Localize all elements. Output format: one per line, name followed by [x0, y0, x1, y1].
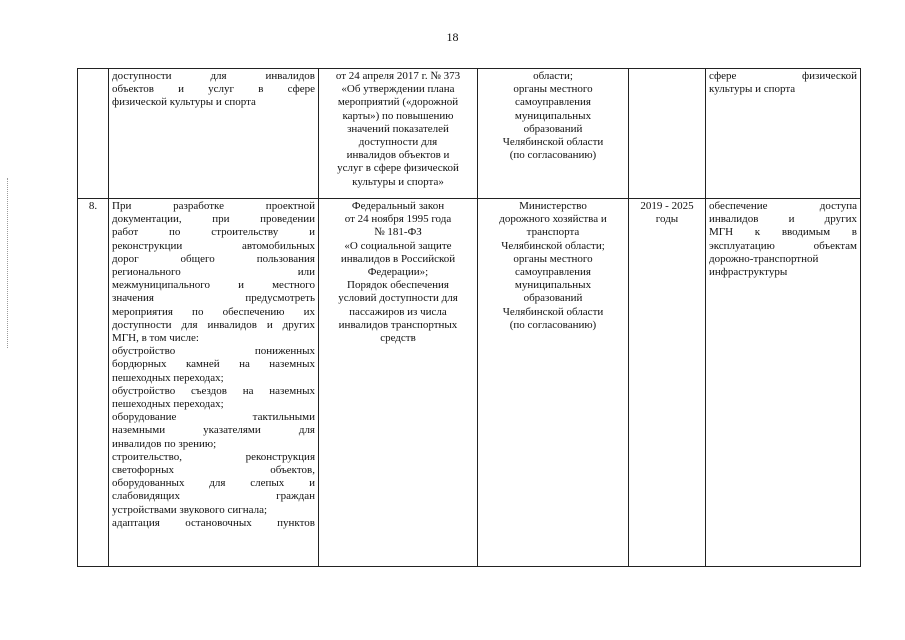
legal-basis: [319, 199, 478, 567]
text-line: условий доступности для: [338, 292, 458, 305]
text-line: (по согласованию): [509, 149, 597, 162]
text-line: Челябинской области;: [501, 239, 605, 252]
text-line: культуры и спорта: [709, 83, 796, 96]
text-line: инвалидов транспортных: [338, 318, 458, 331]
text-line: Министерство: [519, 200, 587, 212]
text-line: (по согласованию): [509, 318, 597, 331]
text-line: работ по строительству и: [112, 226, 315, 239]
text-line: самоуправления: [515, 266, 591, 279]
responsible-executor: [478, 199, 629, 567]
margin-mark: [7, 178, 9, 348]
text-line: Федерации»;: [367, 266, 429, 279]
responsible-executor: [478, 69, 629, 199]
text-line: инфраструктуры: [709, 266, 788, 279]
text-line: «Об утверждении плана: [341, 83, 455, 96]
text-line: доступности для инвалидов и других: [112, 318, 315, 331]
table-row: [78, 69, 861, 199]
text-line: инвалидов и других: [709, 213, 857, 226]
text-line: образований: [523, 122, 583, 135]
expected-result: [706, 69, 861, 199]
text-line: обустройство пониженных: [112, 345, 315, 358]
text-line: инвалидов по зрению;: [112, 437, 217, 450]
text-line: пешеходных переходах;: [112, 398, 224, 411]
measure-name: [109, 69, 319, 199]
text-line: эксплуатацию объектам: [709, 239, 857, 252]
text-line: оборудованных для слепых и: [112, 477, 315, 490]
text-line: регионального или: [112, 266, 315, 279]
text-line: сфере физической: [709, 70, 857, 82]
text-line: доступности для инвалидов: [112, 70, 315, 82]
text-line: муниципальных: [514, 109, 592, 122]
text-line: Челябинской области: [502, 136, 604, 149]
text-line: МГН к вводимым в: [709, 226, 857, 239]
text-line: № 181-ФЗ: [374, 226, 422, 239]
text-line: бордюрных камней на наземных: [112, 358, 315, 371]
text-line: мероприятий («дорожной: [337, 96, 459, 109]
text-line: Челябинской области: [502, 305, 604, 318]
expected-result: [706, 199, 861, 567]
text-line: мероприятия по обеспечению их: [112, 305, 315, 318]
text-line: МГН, в том числе:: [112, 332, 199, 345]
text-line: Федеральный закон: [351, 200, 445, 212]
text-line: дорожно-транспортной: [709, 252, 819, 265]
text-line: области;: [533, 70, 573, 82]
text-line: значений показателей: [347, 122, 449, 135]
text-line: дорожного хозяйства и: [499, 213, 607, 226]
text-line: средств: [380, 332, 416, 345]
text-line: органы местного: [513, 252, 593, 265]
text-line: документации, при проведении: [112, 213, 315, 226]
text-line: «О социальной защите: [344, 239, 452, 252]
text-line: пешеходных переходах;: [112, 371, 224, 384]
row-number: 8.: [78, 199, 109, 567]
text-line: реконструкции автомобильных: [112, 239, 315, 252]
text-line: от 24 ноября 1995 года: [344, 213, 452, 226]
text-line: объектов и услуг в сфере: [112, 83, 315, 96]
text-line: муниципальных: [514, 279, 592, 292]
text-line: адаптация остановочных пунктов: [112, 516, 315, 529]
page-number: 18: [446, 30, 459, 44]
text-line: инвалидов объектов и: [346, 149, 450, 162]
text-line: светофорных объектов,: [112, 464, 315, 477]
measures-table: [77, 68, 861, 567]
legal-basis: [319, 69, 478, 199]
implementation-term: [629, 199, 706, 567]
text-line: слабовидящих граждан: [112, 490, 315, 503]
text-line: значения предусмотреть: [112, 292, 315, 305]
text-line: культуры и спорта»: [352, 175, 444, 188]
text-line: 2019 - 2025: [640, 200, 694, 212]
text-line: карты») по повышению: [342, 109, 454, 122]
text-line: оборудование тактильными: [112, 411, 315, 424]
text-line: инвалидов в Российской: [340, 252, 456, 265]
text-line: обеспечение доступа: [709, 200, 857, 212]
measure-name: [109, 199, 319, 567]
text-line: от 24 апреля 2017 г. № 373: [335, 70, 461, 82]
implementation-term: [629, 69, 706, 199]
text-line: образований: [523, 292, 583, 305]
text-line: самоуправления: [515, 96, 591, 109]
text-line: годы: [655, 213, 679, 226]
row-number: [78, 69, 109, 199]
text-line: устройствами звукового сигнала;: [112, 503, 268, 516]
text-line: При разработке проектной: [112, 200, 315, 212]
text-line: обустройство съездов на наземных: [112, 384, 315, 397]
text-line: услуг в сфере физической: [337, 162, 459, 175]
text-line: доступности для: [358, 136, 438, 149]
text-line: транспорта: [526, 226, 580, 239]
text-line: физической культуры и спорта: [112, 96, 256, 109]
text-line: Порядок обеспечения: [347, 279, 449, 292]
text-line: наземными указателями для: [112, 424, 315, 437]
text-line: межмуниципального и местного: [112, 279, 315, 292]
text-line: органы местного: [513, 83, 593, 96]
text-line: строительство, реконструкция: [112, 450, 315, 463]
text-line: пассажиров из числа: [349, 305, 447, 318]
text-line: дорог общего пользования: [112, 252, 315, 265]
table-row: [78, 199, 861, 567]
